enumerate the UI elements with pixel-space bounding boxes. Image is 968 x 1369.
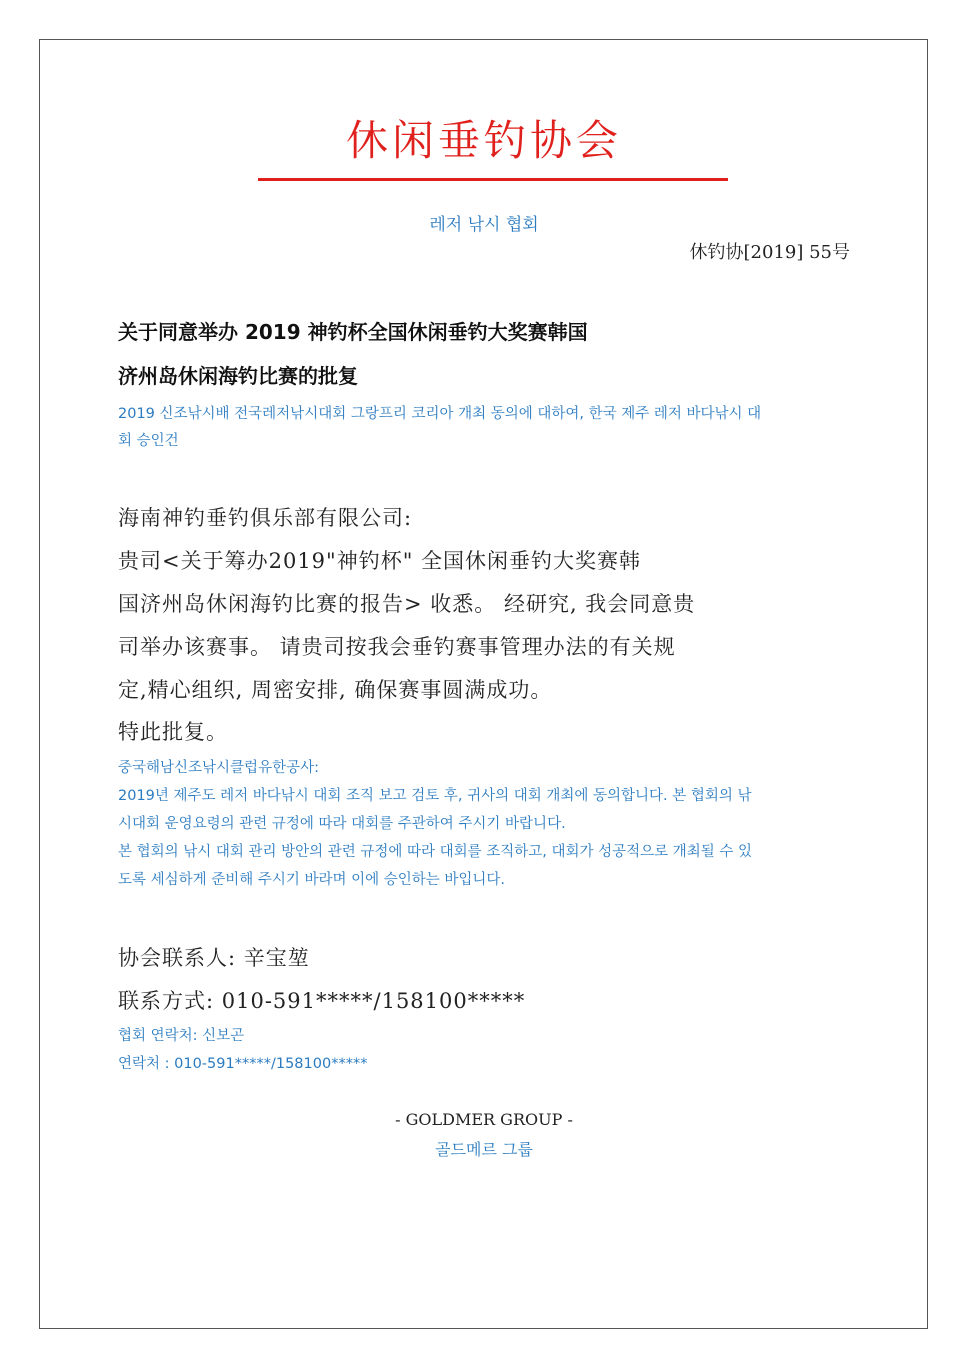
reference-number: 休钓协[2019] 55号	[689, 242, 850, 263]
subject-line-2: 济州岛休闲海钓比赛的批复	[118, 364, 358, 388]
korean-subject-line-1: 2019 신조낚시배 전국레저낚시대회 그랑프리 코리아 개최 동의에 대하여, 한국 제주 레저 바다낚시 대	[118, 406, 762, 422]
korean-contact-person: 협회 연락처: 신보곤	[118, 1028, 245, 1044]
header-red-rule	[258, 178, 728, 181]
contact-person: 协会联系人: 辛宝堃	[118, 946, 310, 970]
korean-body-line: 2019년 제주도 레저 바다낚시 대회 조직 보고 검토 후, 귀사의 대회 개최에 동의합니다. 본 협회의 낚	[118, 788, 752, 804]
korean-body-line: 중국해남신조낚시클럽유한공사:	[118, 760, 319, 776]
korean-body-line: 본 협회의 낚시 대회 관리 방안의 관련 규정에 따라 대회를 조직하고, 대회가 성공적으로 개최될 수 있	[118, 844, 753, 860]
body-line: 特此批复。	[118, 720, 228, 744]
korean-org-name: 레저 낚시 협회	[429, 215, 539, 235]
korean-contact-phone: 연락처 : 010-591*****/158100*****	[118, 1056, 368, 1072]
subject-line-1: 关于同意举办 2019 神钓杯全国休闲垂钓大奖赛韩国	[118, 320, 588, 344]
korean-body-line: 도록 세심하게 준비해 주시기 바라며 이에 승인하는 바입니다.	[118, 872, 506, 888]
body-line: 国济州岛休闲海钓比赛的报告> 收悉。 经研究, 我会同意贵	[118, 592, 696, 616]
footer-company-ko: 골드메르 그룹	[435, 1140, 533, 1159]
korean-subject-line-2: 회 승인건	[118, 433, 179, 449]
document-header-title: 休闲垂钓协会	[345, 116, 622, 165]
footer-company-en: - GOLDMER GROUP -	[395, 1110, 573, 1129]
body-line: 定,精心组织, 周密安排, 确保赛事圆满成功。	[118, 678, 553, 702]
contact-phone: 联系方式: 010-591*****/158100*****	[118, 989, 526, 1013]
body-line: 司举办该赛事。 请贵司按我会垂钓赛事管理办法的有关规	[118, 635, 676, 659]
addressee: 海南神钓垂钓俱乐部有限公司:	[118, 506, 413, 530]
korean-body-line: 시대회 운영요령의 관련 규정에 따라 대회를 주관하여 주시기 바랍니다.	[118, 816, 566, 832]
body-line: 贵司<关于筹办2019"神钓杯" 全国休闲垂钓大奖赛韩	[118, 549, 642, 573]
